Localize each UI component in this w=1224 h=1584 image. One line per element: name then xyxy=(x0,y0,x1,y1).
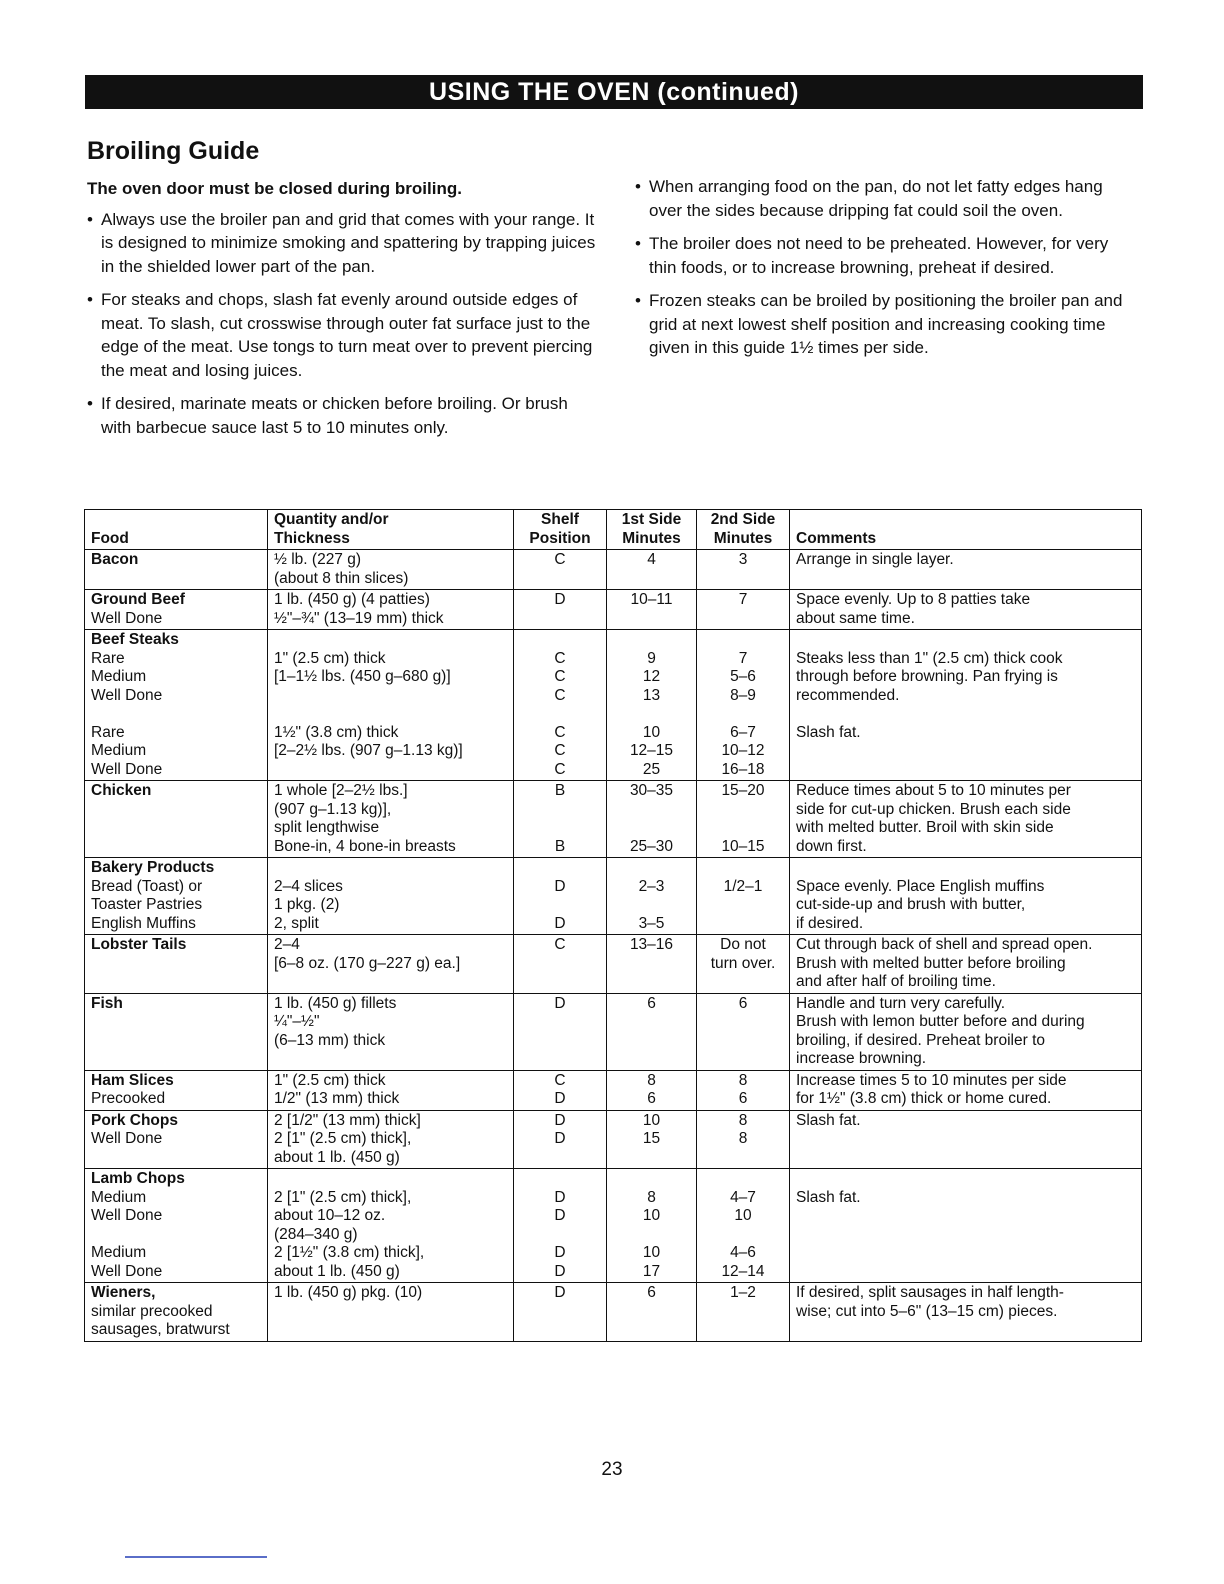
food-doneness: Precooked xyxy=(91,1090,166,1107)
cell-food xyxy=(85,1110,268,1169)
cell-shelf-text: C C C C C C xyxy=(554,649,566,778)
list-item: • Frozen steaks can be broiled by positioning the broiler pan and grid at next lowest shelf position and increasing cooking time given in this guide 1½ times per side. xyxy=(635,289,1135,360)
cell-side2-text: 1–2 xyxy=(730,1284,756,1301)
food-name: Beef Steaks xyxy=(91,631,179,648)
cell-quantity-text: 2–4 slices 1 pkg. (2) 2, split xyxy=(274,877,343,932)
cell-shelf-text: C xyxy=(554,551,566,568)
cell-shelf xyxy=(514,993,607,1070)
food-name: Wieners, xyxy=(91,1284,156,1301)
cell-side1 xyxy=(607,1110,697,1169)
table-row xyxy=(85,781,1142,858)
cell-quantity-text: 2 [1/2" (13 mm) thick] 2 [1" (2.5 cm) thick], about 1 lb. (450 g) xyxy=(274,1111,421,1166)
cell-comments xyxy=(790,630,1142,781)
cell-side2 xyxy=(697,550,790,590)
table-row xyxy=(85,1169,1142,1283)
food-name: Pork Chops xyxy=(91,1111,178,1129)
table-row xyxy=(85,1070,1142,1110)
cell-quantity-text: 1 lb. (450 g) pkg. (10) xyxy=(274,1284,423,1301)
cell-shelf-text: B B xyxy=(554,782,566,855)
cell-side1-text: 13–16 xyxy=(629,936,674,953)
cell-quantity-text: 2 [1" (2.5 cm) thick], about 10–12 oz. (284–340 g) 2 [1½" (3.8 cm) thick], about 1 lb. (450 g) xyxy=(274,1188,425,1280)
cell-quantity-text: 1 lb. (450 g) (4 patties) ½"–¾" (13–19 mm) thick xyxy=(274,591,444,627)
cell-side2 xyxy=(697,993,790,1070)
header-comments: Comments xyxy=(790,510,1142,550)
cell-side1-text: 10–11 xyxy=(630,591,673,608)
cell-side2-text: 3 xyxy=(738,551,748,568)
cell-quantity xyxy=(268,1110,514,1169)
cell-food xyxy=(85,1070,268,1110)
cell-comments-text: Reduce times about 5 to 10 minutes per side for cut-up chicken. Brush each side with melted butter. Broil with skin side down first. xyxy=(796,782,1071,855)
cell-side2-text: 1/2–1 xyxy=(723,877,763,895)
cell-quantity xyxy=(268,1283,514,1342)
cell-comments-text: Slash fat. xyxy=(796,1111,861,1129)
cell-side1-text: 2–3 3–5 xyxy=(638,877,665,932)
cell-food xyxy=(85,935,268,994)
cell-quantity xyxy=(268,630,514,781)
food-doneness: similar precooked sausages, bratwurst xyxy=(91,1302,230,1338)
list-item: • If desired, marinate meats or chicken before broiling. Or brush with barbecue sauce last 5 to 10 minutes only. xyxy=(87,392,602,439)
cell-side2-text: Do not turn over. xyxy=(710,936,776,972)
cell-comments-text: Increase times 5 to 10 minutes per side for 1½" (3.8 cm) thick or home cured. xyxy=(796,1071,1067,1107)
cell-quantity-text: 2–4 [6–8 oz. (170 g–227 g) ea.] xyxy=(274,936,461,972)
cell-side1 xyxy=(607,1169,697,1283)
cell-side2 xyxy=(697,781,790,858)
page-title: Broiling Guide xyxy=(87,137,260,165)
food-doneness: Medium Well Done Medium Well Done xyxy=(91,1188,163,1280)
page-number: 23 xyxy=(601,1459,623,1480)
cell-shelf-text: D D D D xyxy=(554,1188,566,1280)
cell-side1 xyxy=(607,1283,697,1342)
cell-shelf xyxy=(514,1169,607,1283)
cell-side1-text: 6 xyxy=(647,1284,656,1301)
food-doneness: Bread (Toast) or Toaster Pastries English Muffins xyxy=(91,877,203,932)
cell-side1-text: 30–35 25–30 xyxy=(629,782,674,855)
cell-side2 xyxy=(697,1110,790,1169)
cell-quantity xyxy=(268,993,514,1070)
cell-shelf-text: D xyxy=(554,1284,566,1301)
cell-comments-text: Slash fat. xyxy=(796,1188,861,1206)
cell-side1-text: 6 xyxy=(647,994,656,1012)
cell-side2 xyxy=(697,630,790,781)
cell-comments xyxy=(790,858,1142,935)
cell-side2-text: 6 xyxy=(738,994,748,1012)
cell-shelf xyxy=(514,781,607,858)
cell-comments-text: If desired, split sausages in half length- wise; cut into 5–6" (13–15 cm) pieces. xyxy=(796,1284,1064,1320)
cell-comments xyxy=(790,1070,1142,1110)
cell-shelf-text: D xyxy=(554,591,566,608)
section-banner: USING THE OVEN (continued) xyxy=(85,75,1143,109)
cell-shelf xyxy=(514,858,607,935)
cell-food xyxy=(85,630,268,781)
cell-side2 xyxy=(697,590,790,630)
cell-side1 xyxy=(607,1070,697,1110)
cell-side1-text: 8 10 10 17 xyxy=(642,1188,661,1280)
cell-shelf-text: D D xyxy=(554,1111,566,1147)
header-shelf: Shelf Position xyxy=(514,510,607,550)
cell-side2-text: 7 xyxy=(738,591,748,608)
table-row xyxy=(85,1283,1142,1342)
cell-side2-text: 4–7 10 4–6 12–14 xyxy=(721,1188,765,1280)
cell-side1 xyxy=(607,590,697,630)
food-name: Lamb Chops xyxy=(91,1170,185,1187)
cell-food xyxy=(85,590,268,630)
cell-side1 xyxy=(607,935,697,994)
cell-quantity xyxy=(268,781,514,858)
cell-comments xyxy=(790,1283,1142,1342)
cell-food xyxy=(85,1283,268,1342)
cell-comments xyxy=(790,550,1142,590)
cell-quantity xyxy=(268,1169,514,1283)
cell-side2 xyxy=(697,1283,790,1342)
cell-shelf-text: D xyxy=(554,994,566,1012)
cell-shelf xyxy=(514,550,607,590)
cell-side1-text: 9 12 13 10 12–15 25 xyxy=(629,649,674,778)
cell-shelf xyxy=(514,1110,607,1169)
broiling-table xyxy=(84,509,1142,1342)
cell-side2-text: 8 6 xyxy=(738,1071,748,1107)
cell-side2-text: 7 5–6 8–9 6–7 10–12 16–18 xyxy=(721,649,765,778)
table-row xyxy=(85,993,1142,1070)
cell-food xyxy=(85,1169,268,1283)
cell-comments-text: Handle and turn very carefully. Brush with lemon butter before and during broiling, if desired. Preheat broiler to increase browning. xyxy=(796,994,1085,1067)
cell-comments-text: Space evenly. Place English muffins cut-side-up and brush with butter, if desired. xyxy=(796,877,1045,932)
cell-shelf-text: C xyxy=(554,936,566,953)
list-item: • For steaks and chops, slash fat evenly around outside edges of meat. To slash, cut crosswise through outer fat surface just to the edge of the meat. Use tongs to turn meat over to prevent piercing the meat and losing juices. xyxy=(87,288,602,382)
cell-quantity xyxy=(268,935,514,994)
food-name: Fish xyxy=(91,994,123,1012)
cell-comments xyxy=(790,1110,1142,1169)
table-row xyxy=(85,590,1142,630)
cell-side2 xyxy=(697,1070,790,1110)
table-row xyxy=(85,935,1142,994)
cell-quantity-text: 1 lb. (450 g) fillets ¼"–½" (6–13 mm) thick xyxy=(274,994,397,1049)
cell-side2-text: 15–20 10–15 xyxy=(721,782,765,855)
right-bullet-list xyxy=(635,175,1135,360)
cell-quantity-text: ½ lb. (227 g) (about 8 thin slices) xyxy=(274,551,409,587)
cell-food xyxy=(85,550,268,590)
header-side1: 1st Side Minutes xyxy=(607,510,697,550)
cell-quantity-text: 1 whole [2–2½ lbs.] (907 g–1.13 kg)], split lengthwise Bone-in, 4 bone-in breasts xyxy=(274,782,456,855)
cell-side1-text: 8 6 xyxy=(647,1071,656,1107)
cell-comments xyxy=(790,781,1142,858)
list-item: • The broiler does not need to be preheated. However, for very thin foods, or to increase browning, preheat if desired. xyxy=(635,232,1135,279)
right-column xyxy=(635,175,1135,370)
cell-side2 xyxy=(697,858,790,935)
cell-side1-text: 4 xyxy=(647,551,656,568)
cell-comments-text: Arrange in single layer. xyxy=(796,551,954,568)
cell-shelf xyxy=(514,1070,607,1110)
footer-rule xyxy=(125,1556,267,1558)
cell-side1 xyxy=(607,993,697,1070)
cell-quantity xyxy=(268,590,514,630)
table-header-row xyxy=(85,510,1142,550)
food-name: Chicken xyxy=(91,782,152,799)
food-name: Bakery Products xyxy=(91,859,215,876)
list-item: • Always use the broiler pan and grid that comes with your range. It is designed to minimize smoking and spattering by trapping juices in the shielded lower part of the pan. xyxy=(87,208,602,279)
cell-quantity xyxy=(268,550,514,590)
header-quantity: Quantity and/or Thickness xyxy=(268,510,514,550)
cell-quantity-text: 1" (2.5 cm) thick 1/2" (13 mm) thick xyxy=(274,1071,400,1107)
food-doneness: Rare Medium Well Done Rare Medium Well Done xyxy=(91,649,163,778)
cell-comments-text: Steaks less than 1" (2.5 cm) thick cook through before browning. Pan frying is recommended. Slash fat. xyxy=(796,649,1063,741)
table-row xyxy=(85,630,1142,781)
header-food: Food xyxy=(85,510,268,550)
cell-side1 xyxy=(607,550,697,590)
cell-comments xyxy=(790,590,1142,630)
cell-comments xyxy=(790,1169,1142,1283)
food-doneness: Well Done xyxy=(91,609,163,627)
cell-food xyxy=(85,993,268,1070)
table-row xyxy=(85,858,1142,935)
cell-side1 xyxy=(607,781,697,858)
cell-comments-text: Space evenly. Up to 8 patties take about same time. xyxy=(796,591,1031,627)
cell-shelf xyxy=(514,590,607,630)
food-doneness: Well Done xyxy=(91,1130,163,1147)
cell-shelf xyxy=(514,1283,607,1342)
food-name: Ground Beef xyxy=(91,591,185,608)
cell-food xyxy=(85,781,268,858)
food-name: Ham Slices xyxy=(91,1071,174,1089)
cell-quantity xyxy=(268,1070,514,1110)
cell-side1-text: 10 15 xyxy=(642,1111,661,1147)
food-name: Bacon xyxy=(91,551,139,568)
cell-side2 xyxy=(697,1169,790,1283)
left-bullet-list xyxy=(87,208,602,440)
food-name: Lobster Tails xyxy=(91,936,187,953)
cell-shelf xyxy=(514,935,607,994)
list-item: • When arranging food on the pan, do not let fatty edges hang over the sides because dripping fat could soil the oven. xyxy=(635,175,1135,222)
cell-shelf-text: D D xyxy=(554,877,566,932)
left-column xyxy=(87,177,602,449)
cell-quantity xyxy=(268,858,514,935)
cell-quantity-text: 1" (2.5 cm) thick [1–1½ lbs. (450 g–680 g)] 1½" (3.8 cm) thick [2–2½ lbs. (907 g–1.13 kg)] xyxy=(274,649,463,759)
table-row xyxy=(85,1110,1142,1169)
cell-side2-text: 8 8 xyxy=(738,1111,748,1147)
cell-food xyxy=(85,858,268,935)
cell-shelf xyxy=(514,630,607,781)
cell-side2 xyxy=(697,935,790,994)
cell-comments-text: Cut through back of shell and spread open. Brush with melted butter before broiling and after half of broiling time. xyxy=(796,936,1093,990)
table-row xyxy=(85,550,1142,590)
header-side2: 2nd Side Minutes xyxy=(697,510,790,550)
cell-comments xyxy=(790,993,1142,1070)
lead-warning: The oven door must be closed during broiling. xyxy=(87,179,462,198)
cell-comments xyxy=(790,935,1142,994)
cell-side1 xyxy=(607,858,697,935)
cell-shelf-text: C D xyxy=(554,1071,566,1107)
cell-side1 xyxy=(607,630,697,781)
